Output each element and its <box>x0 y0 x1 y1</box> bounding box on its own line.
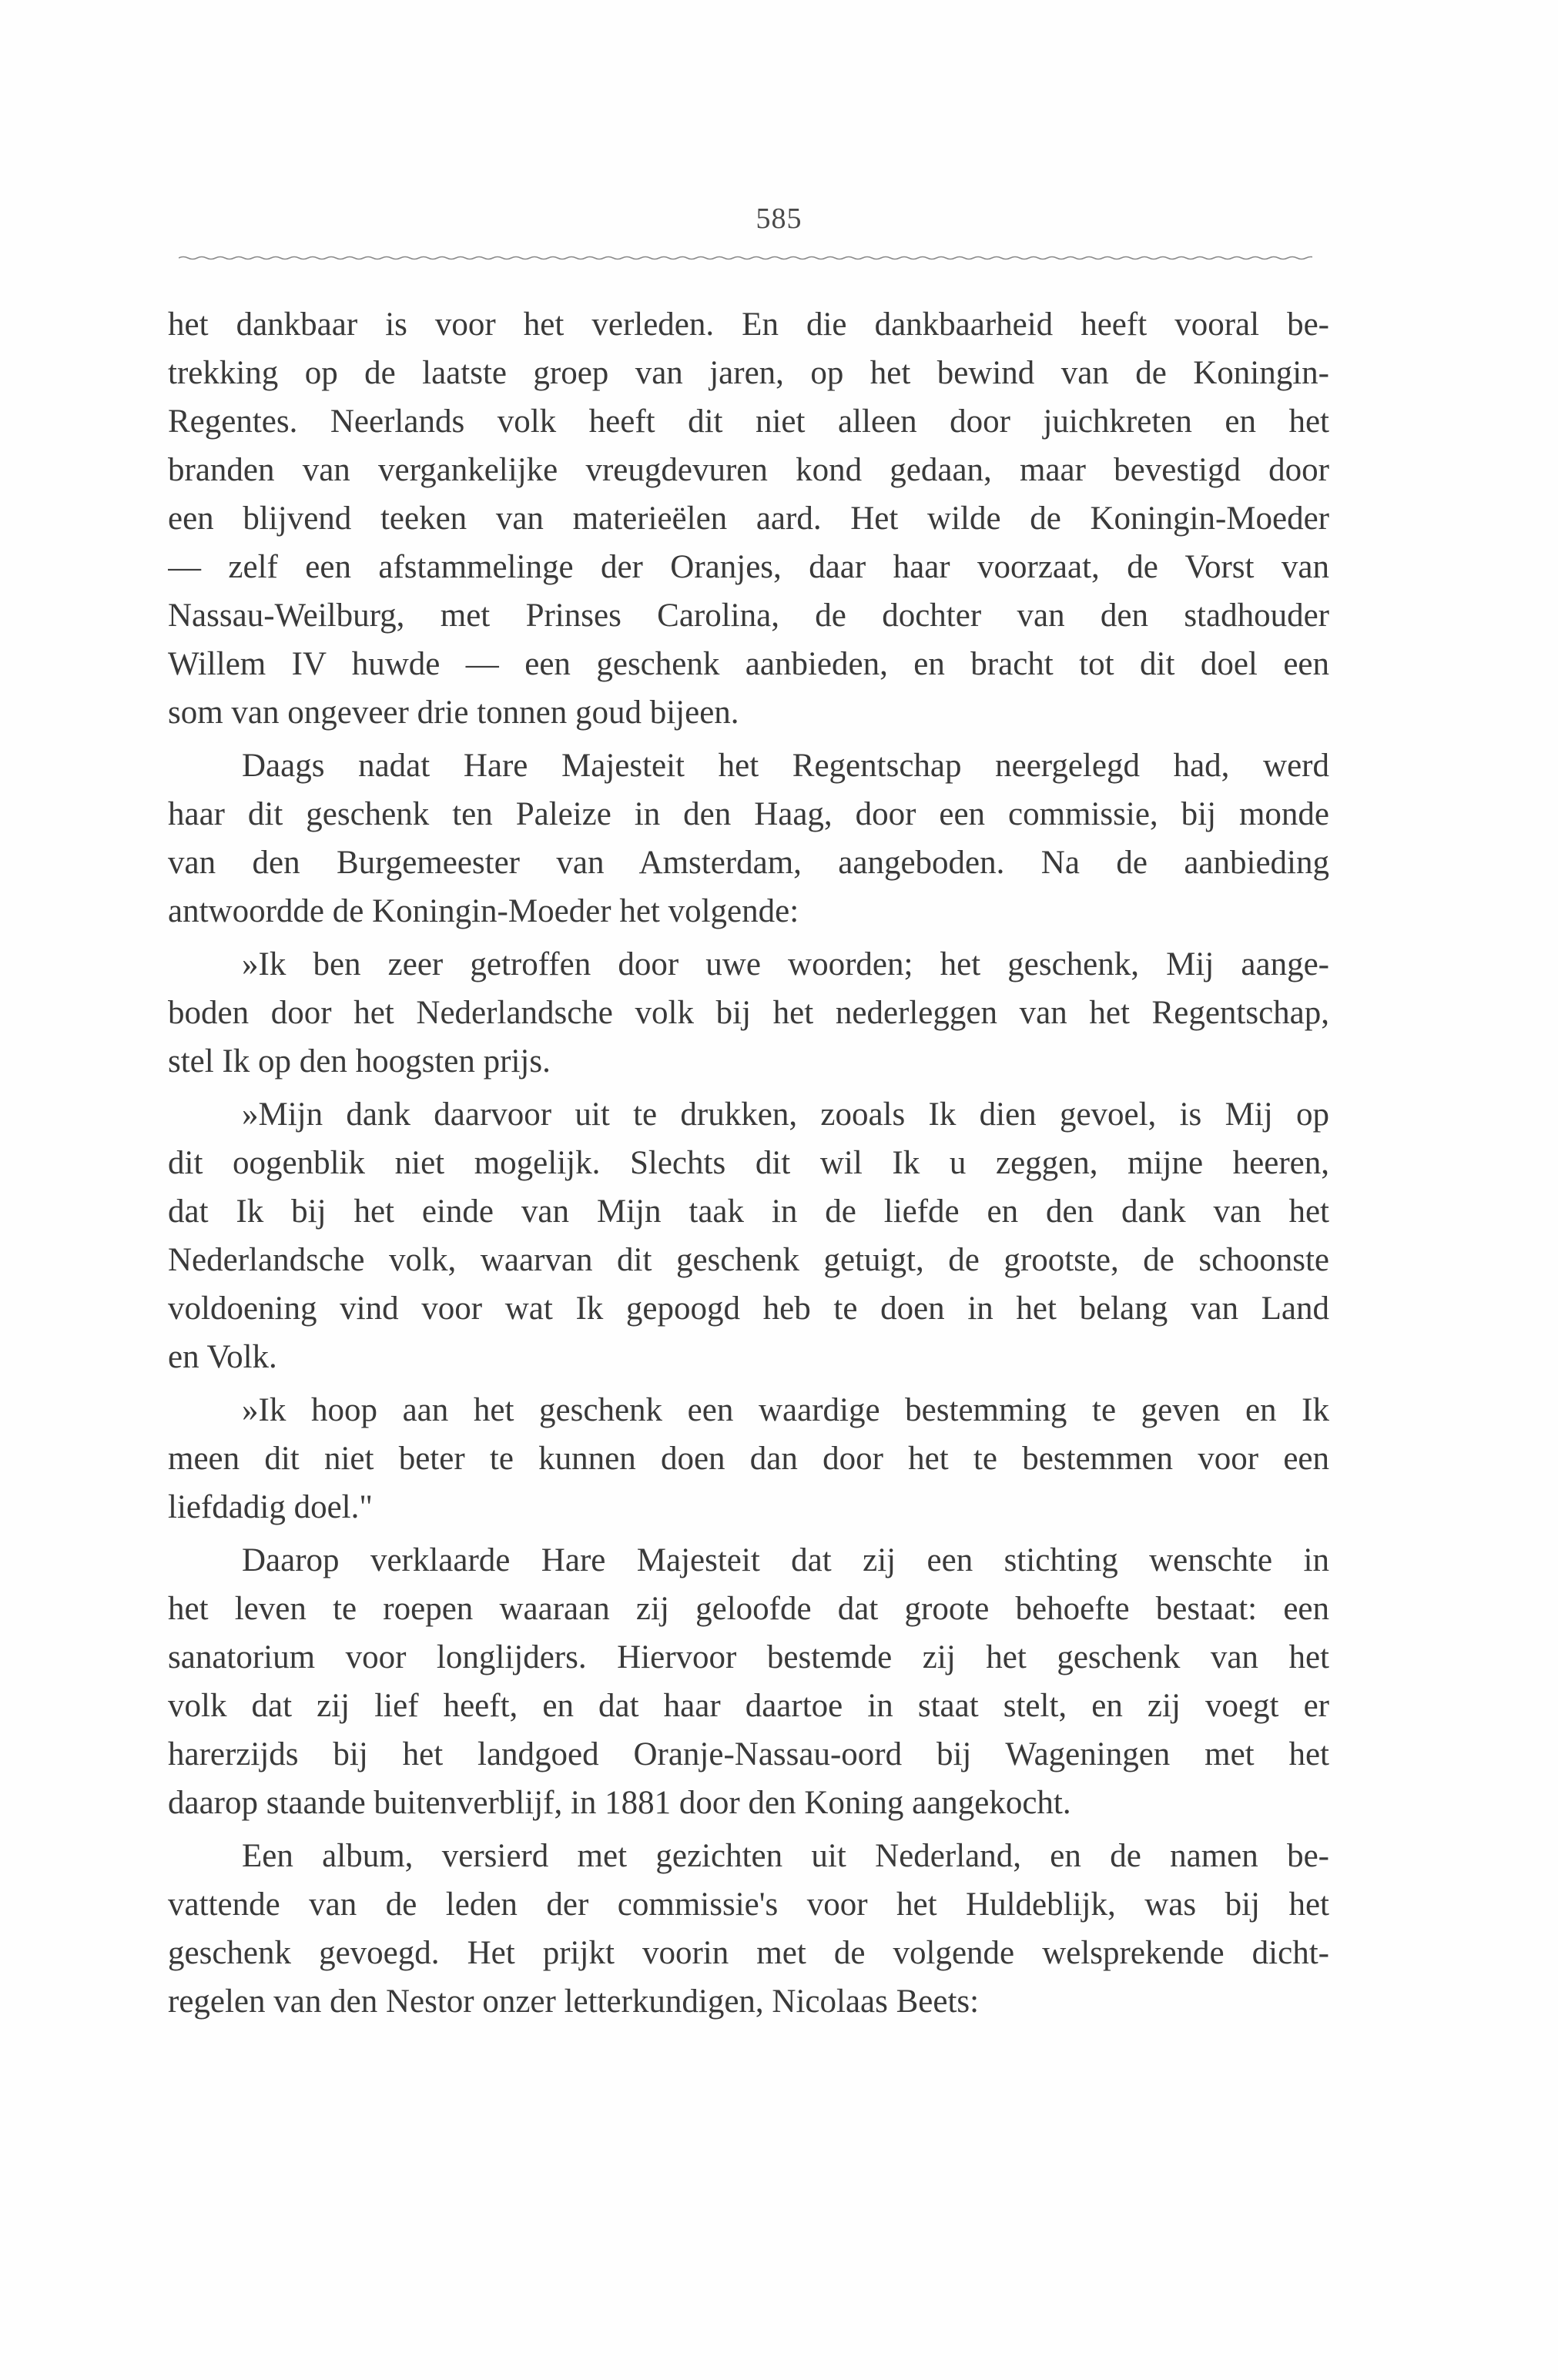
paragraph-3-quote <box>168 940 1329 1086</box>
text-line: Een album, versierd met gezichten uit Nederland, en de namen be- <box>242 1838 1329 1874</box>
page-number: 585 <box>756 203 802 235</box>
text-line: Daags nadat Hare Majesteit het Regentschap neergelegd had, werd <box>242 748 1329 784</box>
text-line: van den Burgemeester van Amsterdam, aangeboden. Na de aanbieding <box>168 845 1329 881</box>
text-line: »Ik hoop aan het geschenk een waardige bestemming te geven en Ik <box>242 1392 1329 1428</box>
paragraph-7 <box>168 1832 1329 2026</box>
text-line: Daarop verklaarde Hare Majesteit dat zij een stichting wenschte in <box>242 1542 1329 1578</box>
text-line: dat Ik bij het einde van Mijn taak in de liefde en den dank van het <box>168 1193 1329 1230</box>
paragraph-4-quote <box>168 1090 1329 1381</box>
text-line: liefdadig doel." <box>168 1489 373 1525</box>
text-line: het dankbaar is voor het verleden. En die dankbaarheid heeft vooral be- <box>168 306 1329 343</box>
text-line: »Mijn dank daarvoor uit te drukken, zooals Ik dien gevoel, is Mij op <box>242 1096 1329 1133</box>
text-line: Nassau-Weilburg, met Prinses Carolina, de dochter van den stadhouder <box>168 598 1329 634</box>
paragraph-2 <box>168 741 1329 936</box>
paragraph-5-quote <box>168 1386 1329 1531</box>
text-line: dit oogenblik niet mogelijk. Slechts dit wil Ik u zeggen, mijne heeren, <box>168 1145 1329 1181</box>
text-line: een blijvend teeken van materieëlen aard. Het wilde de Koningin-Moeder <box>168 500 1329 537</box>
text-line: harerzijds bij het landgoed Oranje-Nassau-oord bij Wageningen met het <box>168 1736 1329 1772</box>
text-line: daarop staande buitenverblijf, in 1881 door den Koning aangekocht. <box>168 1785 1071 1821</box>
text-line: branden van vergankelijke vreugdevuren kond gedaan, maar bevestigd door <box>168 452 1329 488</box>
decorative-wavy-rule <box>179 253 1312 263</box>
text-line: en Volk. <box>168 1339 277 1375</box>
text-line: geschenk gevoegd. Het prijkt voorin met de volgende welsprekende dicht- <box>168 1935 1329 1971</box>
paragraph-6 <box>168 1536 1329 1827</box>
text-line: Regentes. Neerlands volk heeft dit niet alleen door juichkreten en het <box>168 403 1329 440</box>
text-line: voldoening vind voor wat Ik gepoogd heb te doen in het belang van Land <box>168 1290 1329 1327</box>
text-line: volk dat zij lief heeft, en dat haar daartoe in staat stelt, en zij voegt er <box>168 1688 1329 1724</box>
text-line: Willem IV huwde — een geschenk aanbieden, en bracht tot dit doel een <box>168 646 1329 682</box>
body-text <box>168 300 1329 2026</box>
text-line: meen dit niet beter te kunnen doen dan door het te bestemmen voor een <box>168 1441 1329 1477</box>
text-line: het leven te roepen waaraan zij geloofde dat groote behoefte bestaat: een <box>168 1591 1329 1627</box>
text-line: boden door het Nederlandsche volk bij het nederleggen van het Regentschap, <box>168 995 1329 1031</box>
text-line: Nederlandsche volk, waarvan dit geschenk getuigt, de grootste, de schoonste <box>168 1242 1329 1278</box>
text-line: trekking op de laatste groep van jaren, op het bewind van de Koningin- <box>168 355 1329 391</box>
text-line: sanatorium voor longlijders. Hiervoor bestemde zij het geschenk van het <box>168 1639 1329 1675</box>
text-line: antwoordde de Koningin-Moeder het volgende: <box>168 893 799 929</box>
text-line: — zelf een afstammelinge der Oranjes, daar haar voorzaat, de Vorst van <box>168 549 1329 585</box>
text-line: som van ongeveer drie tonnen goud bijeen. <box>168 695 739 731</box>
text-line: vattende van de leden der commissie's voor het Huldeblijk, was bij het <box>168 1886 1329 1923</box>
text-line: haar dit geschenk ten Paleize in den Haag, door een commissie, bij monde <box>168 796 1329 832</box>
text-line: regelen van den Nestor onzer letterkundigen, Nicolaas Beets: <box>168 1983 980 2020</box>
paragraph-1 <box>168 300 1329 737</box>
text-line: »Ik ben zeer getroffen door uwe woorden; het geschenk, Mij aange- <box>242 946 1329 982</box>
text-line: stel Ik op den hoogsten prijs. <box>168 1043 551 1080</box>
